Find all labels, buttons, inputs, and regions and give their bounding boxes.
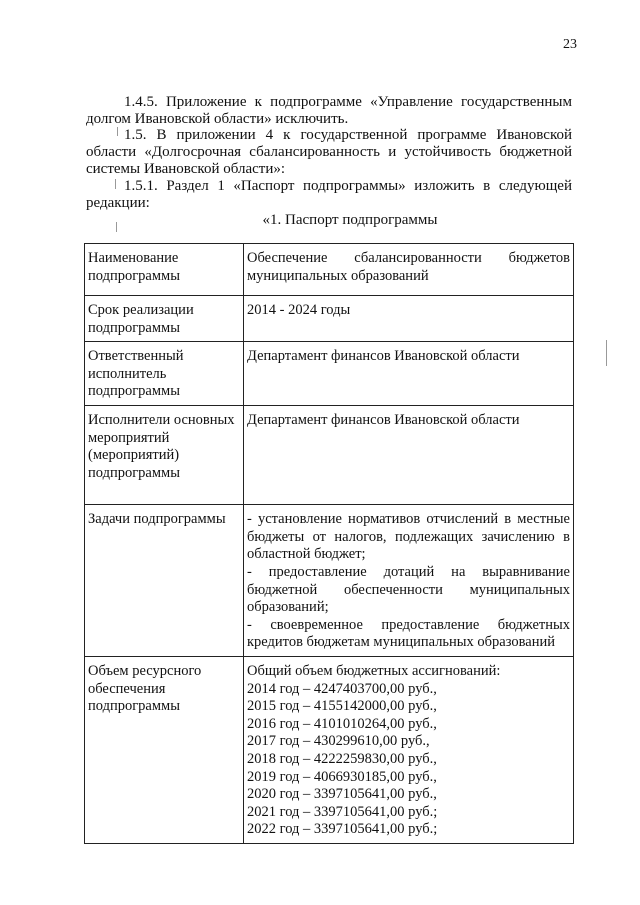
budget-line: Общий объем бюджетных ассигнований: bbox=[247, 662, 501, 679]
row-value-tasks bbox=[244, 505, 574, 657]
paragraph-1-5-1: 1.5.1. Раздел 1 «Паспорт подпрограммы» изложить в следующей редакции: bbox=[86, 178, 572, 211]
row-value: 2014 - 2024 годы bbox=[244, 296, 574, 342]
table-row bbox=[85, 244, 574, 296]
budget-line: 2022 год – 3397105641,00 руб.; bbox=[247, 821, 438, 838]
budget-line: 2014 год – 4247403700,00 руб., bbox=[247, 680, 437, 697]
scan-mark bbox=[115, 179, 116, 189]
table-row bbox=[85, 656, 574, 843]
scan-mark bbox=[116, 222, 117, 232]
table-row bbox=[85, 505, 574, 657]
paragraph-1-4-5: 1.4.5. Приложение к подпрограмме «Управление государственным долгом Ивановской области» исключить. bbox=[86, 94, 572, 127]
budget-line: 2016 год – 4101010264,00 руб., bbox=[247, 715, 437, 732]
table-row bbox=[85, 296, 574, 342]
passport-table bbox=[84, 243, 574, 844]
row-label: Исполнители основных мероприятий (мероприятий) подпрограммы bbox=[85, 406, 244, 505]
budget-line: 2015 год – 4155142000,00 руб., bbox=[247, 698, 437, 715]
budget-line: 2021 год – 3397105641,00 руб.; bbox=[247, 803, 438, 820]
paragraph-1-5: 1.5. В приложении 4 к государственной программе Ивановской области «Долгосрочная сбалансированность и устойчивость бюджетной системы Ивановской области»: bbox=[86, 127, 572, 177]
row-value-budget bbox=[244, 656, 574, 843]
task-item: - установление нормативов отчислений в местные бюджеты от налогов, подлежащих зачислению в областной бюджет; bbox=[247, 511, 570, 563]
budget-line: 2019 год – 4066930185,00 руб., bbox=[247, 768, 437, 785]
page-number: 23 bbox=[563, 37, 577, 52]
budget-line: 2020 год – 3397105641,00 руб., bbox=[247, 786, 437, 803]
row-label: Наименование подпрограммы bbox=[85, 244, 244, 296]
scan-mark bbox=[117, 127, 118, 136]
row-label: Объем ресурсного обеспечения подпрограммы bbox=[85, 656, 244, 843]
task-item: - предоставление дотаций на выравнивание бюджетной обеспеченности муниципальных образований; bbox=[247, 563, 570, 616]
task-item: - своевременное предоставление бюджетных кредитов бюджетам муниципальных образований bbox=[247, 616, 570, 651]
budget-line: 2018 год – 4222259830,00 руб., bbox=[247, 750, 437, 767]
row-value: Департамент финансов Ивановской области bbox=[244, 406, 574, 505]
row-label: Срок реализации подпрограммы bbox=[85, 296, 244, 342]
passport-title: «1. Паспорт подпрограммы bbox=[262, 212, 438, 228]
row-label: Ответственный исполнитель подпрограммы bbox=[85, 342, 244, 406]
table-row bbox=[85, 342, 574, 406]
row-value: Обеспечение сбалансированности бюджетов муниципальных образований bbox=[244, 244, 574, 296]
budget-line: 2017 год – 430299610,00 руб., bbox=[247, 733, 430, 750]
row-label: Задачи подпрограммы bbox=[85, 505, 244, 657]
table-row bbox=[85, 406, 574, 505]
row-value: Департамент финансов Ивановской области bbox=[244, 342, 574, 406]
scan-mark bbox=[606, 340, 607, 366]
